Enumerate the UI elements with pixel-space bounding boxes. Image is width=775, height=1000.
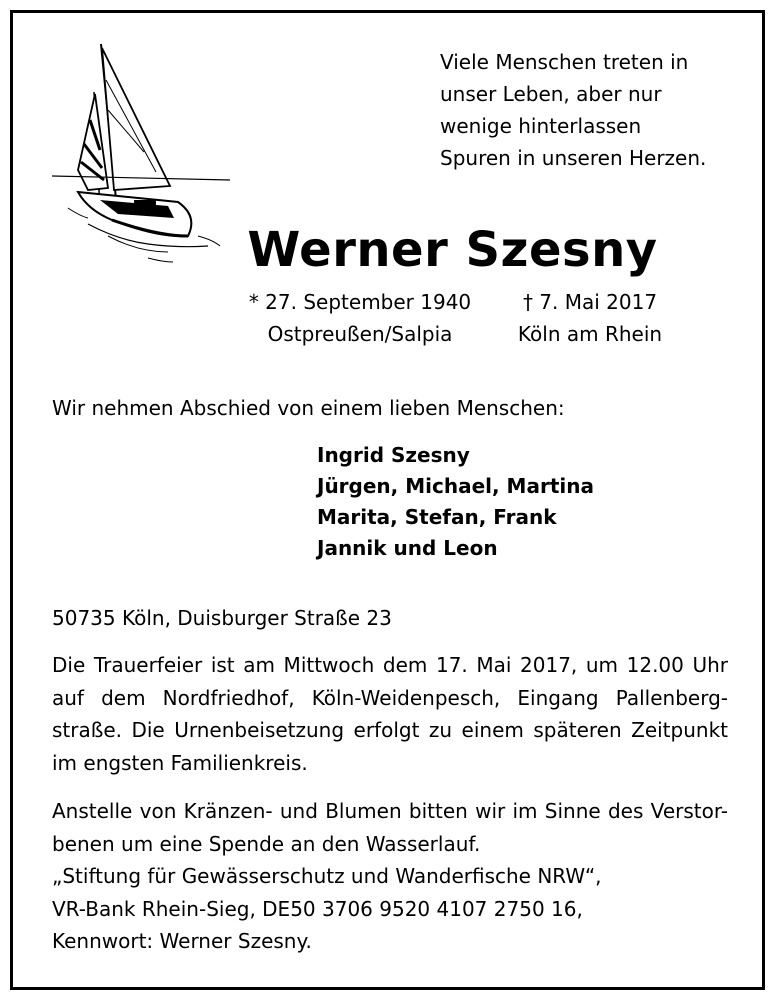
family-member: Jannik und Leon: [317, 536, 498, 560]
donation-line: VR-Bank Rhein-Sieg, DE50 3706 9520 4107 2750 16,: [52, 896, 583, 921]
death-info: [505, 286, 675, 350]
quote-line: unser Leben, aber nur: [440, 82, 662, 106]
family-member: Marita, Stefan, Frank: [317, 505, 557, 529]
quote-line: wenige hinterlassen: [440, 114, 642, 138]
donation-line: Kennwort: Werner Szesny.: [52, 929, 312, 953]
deceased-name: Werner Szesny: [247, 222, 658, 278]
death-date: † 7. Mai 2017: [522, 290, 658, 314]
donation-line: „Stiftung für Gewässerschutz und Wanderfische NRW“,: [52, 864, 602, 888]
death-place: Köln am Rhein: [517, 322, 663, 346]
farewell-intro: Wir nehmen Abschied von einem lieben Menschen:: [52, 396, 565, 420]
ceremony-line: auf dem Nordfriedhof, Köln-Weidenpesch, Eingang Pallenberg-: [52, 685, 728, 710]
family-member: Jürgen, Michael, Martina: [317, 474, 594, 498]
birth-place: Ostpreußen/Salpia: [267, 322, 453, 346]
donation-paragraph: [52, 795, 728, 958]
ceremony-paragraph: [52, 649, 728, 779]
ceremony-line: straße. Die Urnenbeisetzung erfolgt zu einem späteren Zeitpunkt: [52, 718, 728, 742]
family-member: Ingrid Szesny: [317, 443, 470, 467]
memorial-quote: [440, 46, 706, 174]
birth-date: * 27. September 1940: [248, 290, 472, 314]
ceremony-line: im engsten Familienkreis.: [52, 750, 308, 775]
donation-line: benen um eine Spende an den Wasserlauf.: [52, 831, 481, 856]
donation-line: Anstelle von Kränzen- und Blumen bitten wir im Sinne des Verstor-: [52, 799, 728, 823]
quote-line: Spuren in unseren Herzen.: [440, 146, 707, 170]
birth-info: [240, 286, 480, 350]
family-list: [317, 440, 594, 564]
address: 50735 Köln, Duisburger Straße 23: [52, 606, 392, 630]
quote-line: Viele Menschen treten in: [440, 50, 689, 74]
ceremony-line: Die Trauerfeier ist am Mittwoch dem 17. Mai 2017, um 12.00 Uhr: [52, 653, 728, 677]
